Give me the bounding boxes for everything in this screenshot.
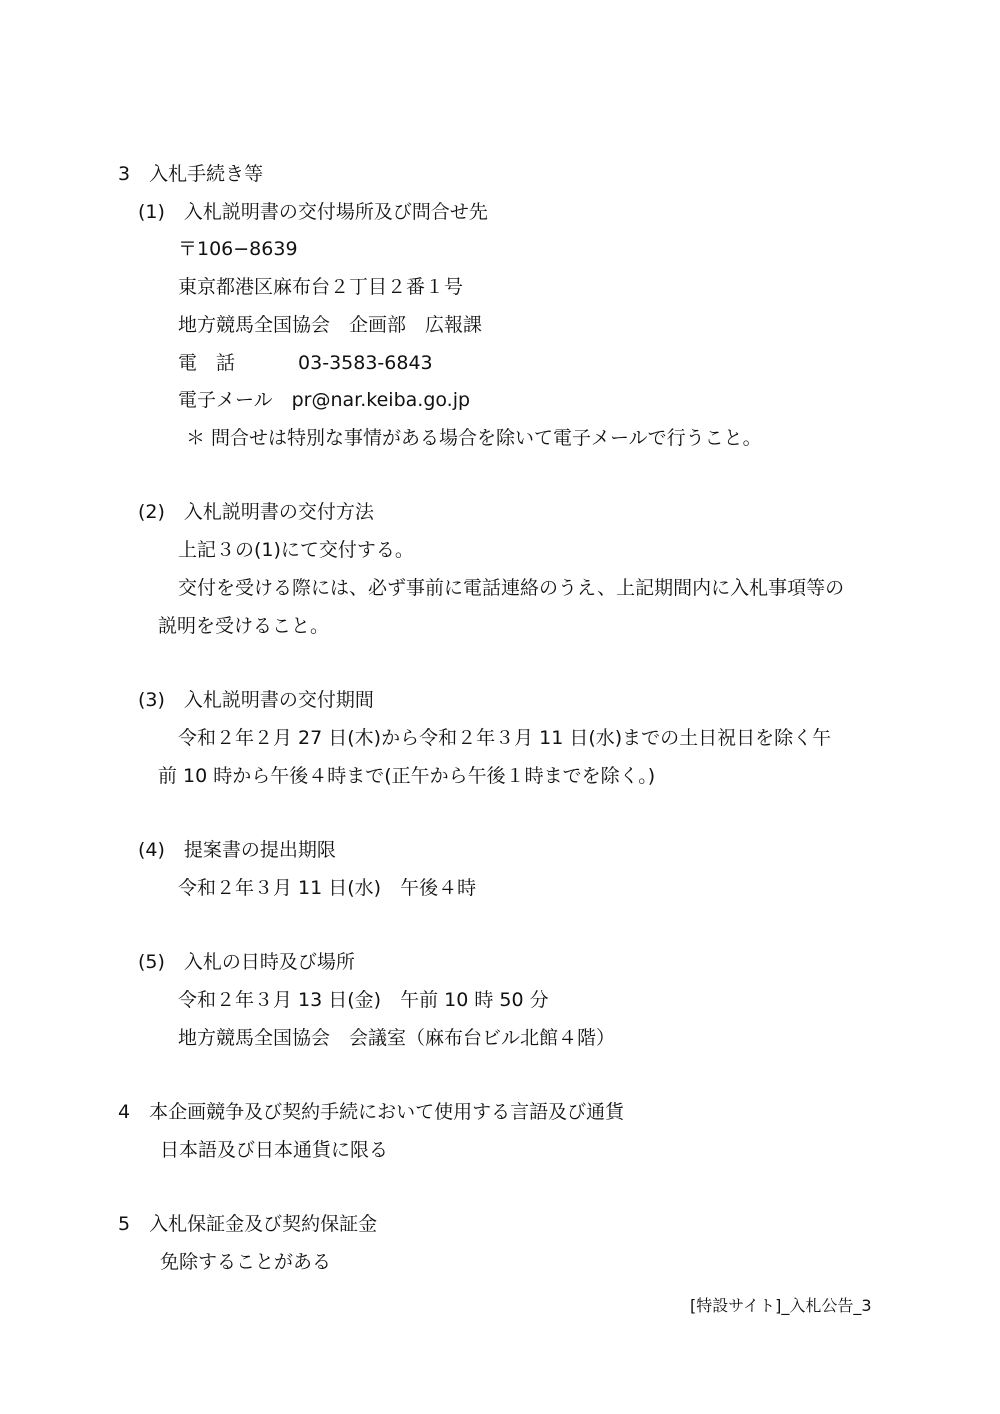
section-5-heading: 5 入札保証金及び契約保証金 [118, 1213, 378, 1235]
item-5-label: (5) 入札の日時及び場所 [138, 951, 355, 973]
item-5-line-1: 令和２年３月 13 日(金) 午前 10 時 50 分 [178, 989, 549, 1011]
inquiry-note: ＊ 問合せは特別な事情がある場合を除いて電子メールで行うこと。 [186, 427, 762, 449]
section-3-heading: 3 入札手続き等 [118, 163, 264, 185]
section-4-body: 日本語及び日本通貨に限る [160, 1139, 389, 1161]
page-footer-label: [特設サイト]_入札公告_3 [690, 1296, 872, 1315]
item-2-label: (2) 入札説明書の交付方法 [138, 501, 374, 523]
address: 東京都港区麻布台２丁目２番１号 [178, 276, 464, 298]
section-5-body: 免除することがある [160, 1251, 332, 1273]
item-4-label: (4) 提案書の提出期限 [138, 839, 336, 861]
item-4-line-1: 令和２年３月 11 日(水) 午後４時 [178, 877, 477, 899]
item-3-line-1: 令和２年２月 27 日(木)から令和２年３月 11 日(水)までの土日祝日を除く午 [178, 727, 832, 749]
email-line: 電子メール pr@nar.keiba.go.jp [178, 389, 471, 411]
item-2-line-2: 交付を受ける際には、必ず事前に電話連絡のうえ、上記期間内に入札事項等の [178, 577, 845, 599]
item-2-line-1: 上記３の(1)にて交付する。 [178, 539, 414, 561]
item-5-line-2: 地方競馬全国協会 会議室（麻布台ビル北館４階） [178, 1027, 616, 1049]
item-2-line-3: 説明を受けること。 [158, 615, 330, 637]
item-3-label: (3) 入札説明書の交付期間 [138, 689, 374, 711]
section-4-heading: 4 本企画競争及び契約手続において使用する言語及び通貨 [118, 1101, 625, 1123]
phone-line: 電 話 03-3583-6843 [178, 352, 433, 374]
item-3-line-2: 前 10 時から午後４時まで(正午から午後１時までを除く。) [158, 765, 656, 787]
item-1-label: (1) 入札説明書の交付場所及び問合せ先 [138, 201, 488, 223]
postal-code: 〒106−8639 [178, 238, 298, 260]
organization: 地方競馬全国協会 企画部 広報課 [178, 314, 483, 336]
